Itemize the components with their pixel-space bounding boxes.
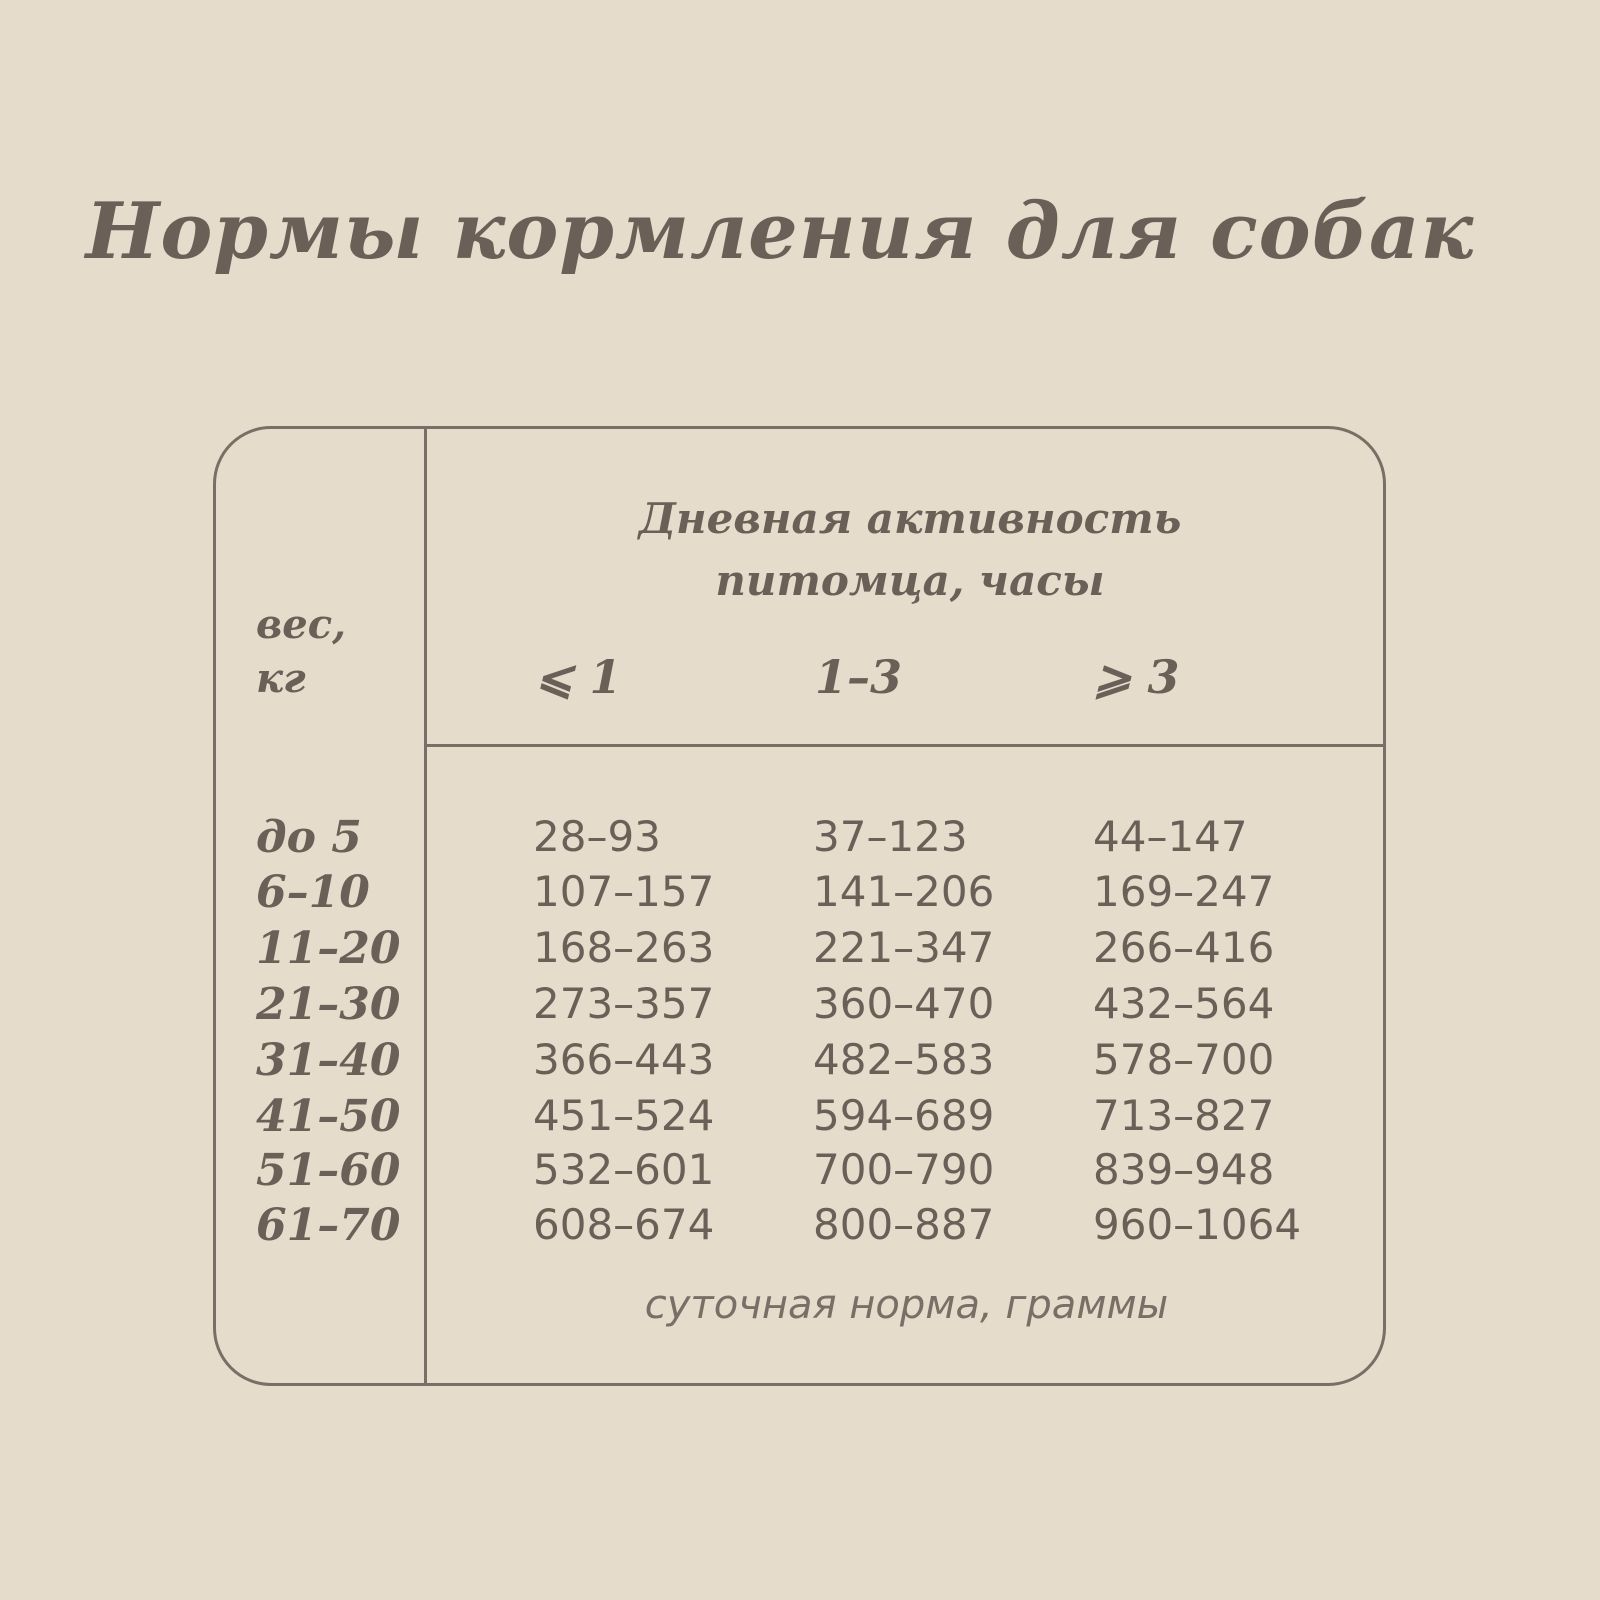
table-cell: 578–700 — [1093, 1035, 1275, 1084]
table-cell: 168–263 — [533, 923, 715, 972]
table-cell: 532–601 — [533, 1145, 715, 1194]
table-cell: 44–147 — [1093, 812, 1248, 861]
table-cell: 713–827 — [1093, 1091, 1275, 1140]
activity-header — [560, 488, 1260, 612]
page-title: Нормы кормления для собак — [85, 186, 1475, 277]
activity-column-header-3: ⩾ 3 — [1093, 650, 1180, 704]
weight-column-header — [256, 598, 346, 706]
table-cell: 700–790 — [813, 1145, 995, 1194]
weight-header-line-1: вес, — [256, 601, 346, 648]
activity-header-line-2: питомца, часы — [715, 556, 1105, 605]
activity-column-header-1: ⩽ 1 — [535, 650, 622, 704]
table-cell: 28–93 — [533, 812, 661, 861]
table-cell: 141–206 — [813, 867, 995, 916]
table-cell: 273–357 — [533, 979, 715, 1028]
weight-header-line-2: кг — [256, 655, 306, 702]
table-cell: 221–347 — [813, 923, 995, 972]
table-cell: 482–583 — [813, 1035, 995, 1084]
table-cell: 451–524 — [533, 1091, 715, 1140]
table-cell: 608–674 — [533, 1200, 715, 1249]
table-cell: 960–1064 — [1093, 1200, 1302, 1249]
table-cell: 594–689 — [813, 1091, 995, 1140]
table-cell: 800–887 — [813, 1200, 995, 1249]
activity-header-line-1: Дневная активность — [638, 494, 1182, 543]
table-cell: 169–247 — [1093, 867, 1275, 916]
units-footnote: суточная норма, граммы — [644, 1282, 1169, 1328]
weight-row-label: 11–20 — [256, 923, 401, 974]
table-cell: 432–564 — [1093, 979, 1275, 1028]
activity-column-header-2: 1–3 — [815, 650, 903, 704]
table-cell: 366–443 — [533, 1035, 715, 1084]
table-cell: 266–416 — [1093, 923, 1275, 972]
table-vertical-divider — [424, 426, 427, 1386]
table-cell: 360–470 — [813, 979, 995, 1028]
table-cell: 37–123 — [813, 812, 968, 861]
weight-row-label: 41–50 — [256, 1091, 401, 1142]
weight-row-label: 31–40 — [256, 1035, 401, 1086]
weight-row-label: 6–10 — [256, 867, 370, 918]
table-cell: 839–948 — [1093, 1145, 1275, 1194]
weight-row-label: 21–30 — [256, 979, 401, 1030]
table-horizontal-divider — [427, 744, 1386, 747]
weight-row-label: до 5 — [256, 812, 362, 863]
table-cell: 107–157 — [533, 867, 715, 916]
weight-row-label: 61–70 — [256, 1200, 401, 1251]
weight-row-label: 51–60 — [256, 1145, 401, 1196]
